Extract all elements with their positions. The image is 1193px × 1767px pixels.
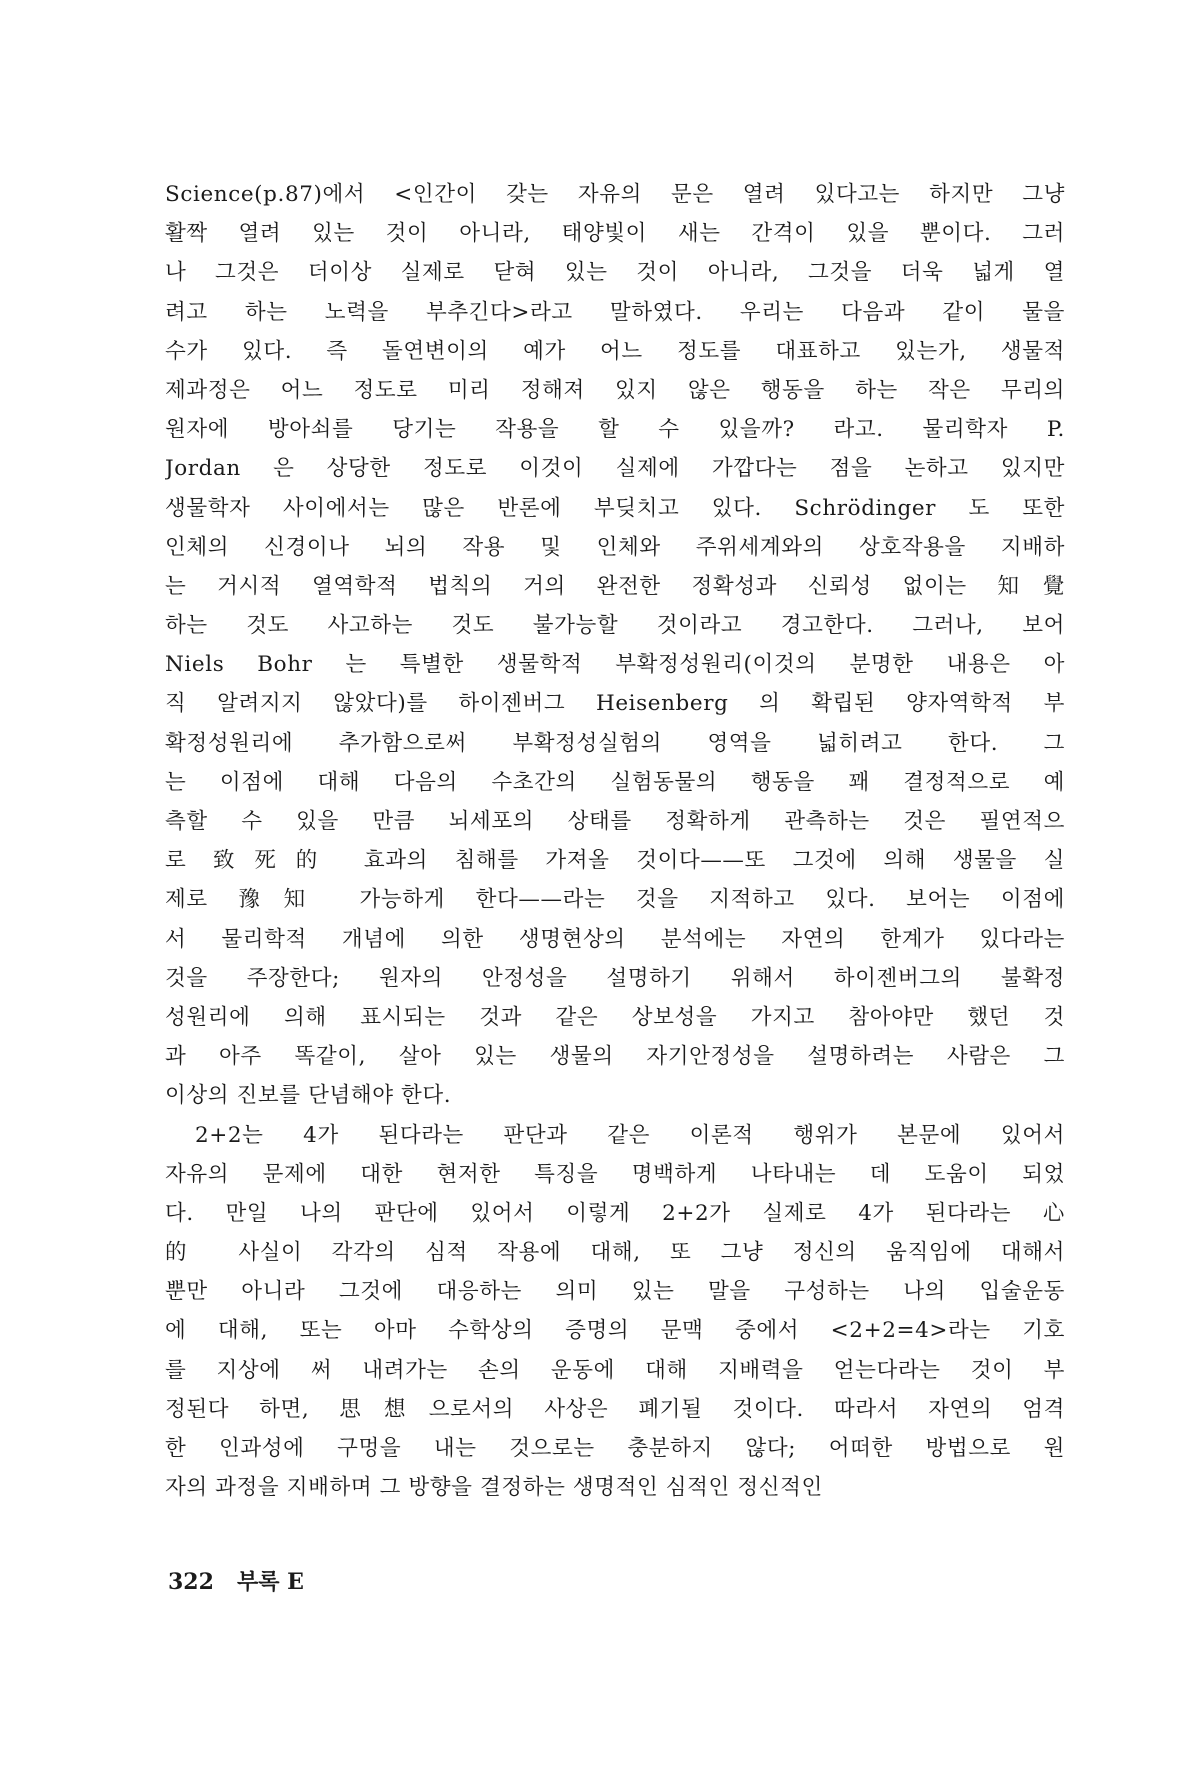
paragraph — [165, 175, 1065, 1116]
text-line: 나 그것은 더이상 실제로 닫혀 있는 것이 아니라, 그것을 더욱 넓게 열 — [165, 260, 1065, 286]
text-line: 2+2는 4가 된다라는 판단과 같은 이론적 행위가 본문에 있어서 — [195, 1122, 1065, 1148]
body-text — [165, 175, 1065, 1507]
text-line: 활짝 열려 있는 것이 아니라, 태양빛이 새는 간격이 있을 뿐이다. 그러 — [165, 221, 1065, 247]
text-line: Niels Bohr 는 특별한 생물학적 부확정성원리(이것의 분명한 내용은 아 — [165, 652, 1065, 678]
text-line: 자유의 문제에 대한 현저한 특징을 명백하게 나타내는 데 도움이 되었 — [165, 1161, 1065, 1187]
text-line: 확정성원리에 추가함으로써 부확정성실험의 영역을 넓히려고 한다. 그 — [165, 730, 1065, 756]
text-line: Science(p.87)에서 <인간이 갖는 자유의 문은 열려 있다고는 하지만 그냥 — [165, 182, 1065, 207]
text-line: 자의 과정을 지배하며 그 방향을 결정하는 생명적인 심적인 정신적인 — [165, 1475, 823, 1501]
paragraph — [165, 1116, 1065, 1508]
text-line: 다. 만일 나의 판단에 있어서 이렇게 2+2가 실제로 4가 된다라는 心 — [165, 1200, 1065, 1226]
text-line: 생물학자 사이에서는 많은 반론에 부딪치고 있다. Schrödinger 도 또한 — [165, 495, 1065, 521]
text-line: 성원리에 의해 표시되는 것과 같은 상보성을 가지고 참아야만 했던 것 — [165, 1004, 1065, 1030]
page-number: 322 — [168, 1569, 214, 1595]
text-line: 는 이점에 대해 다음의 수초간의 실험동물의 행동을 꽤 결정적으로 예 — [165, 769, 1065, 795]
text-line: 제과정은 어느 정도로 미리 정해져 있지 않은 행동을 하는 작은 무리의 — [165, 377, 1065, 403]
text-line: 측할 수 있을 만큼 뇌세포의 상태를 정확하게 관측하는 것은 필연적으 — [165, 809, 1065, 834]
text-line: Jordan 은 상당한 정도로 이것이 실제에 가깝다는 점을 논하고 있지만 — [165, 456, 1065, 482]
text-line: 뿐만 아니라 그것에 대응하는 의미 있는 말을 구성하는 나의 입술운동 — [165, 1279, 1065, 1305]
text-line: 직 알려지지 않았다)를 하이젠버그 Heisenberg 의 확립된 양자역학적 부 — [165, 691, 1065, 717]
text-line: 에 대해, 또는 아마 수학상의 증명의 문맥 중에서 <2+2=4>라는 기호 — [165, 1318, 1065, 1344]
page-footer — [168, 1565, 304, 1596]
text-line: 것을 주장한다; 원자의 안정성을 설명하기 위해서 하이젠버그의 불확정 — [165, 965, 1065, 991]
text-line: 수가 있다. 즉 돌연변이의 예가 어느 정도를 대표하고 있는가, 생물적 — [165, 338, 1065, 364]
text-line: 는 거시적 열역학적 법칙의 거의 완전한 정확성과 신뢰성 없이는 知覺 — [165, 573, 1065, 599]
text-line: 로 致死的 효과의 침해를 가져올 것이다——또 그것에 의해 생물을 실 — [165, 848, 1065, 874]
text-line: 인체의 신경이나 뇌의 작용 및 인체와 주위세계와의 상호작용을 지배하 — [165, 534, 1065, 560]
text-line: 를 지상에 써 내려가는 손의 운동에 대해 지배력을 얻는다라는 것이 부 — [165, 1357, 1065, 1383]
text-line: 과 아주 똑같이, 살아 있는 생물의 자기안정성을 설명하려는 사람은 그 — [165, 1044, 1065, 1070]
text-line: 서 물리학적 개념에 의한 생명현상의 분석에는 자연의 한계가 있다라는 — [165, 926, 1065, 952]
text-line: 하는 것도 사고하는 것도 불가능할 것이라고 경고한다. 그러나, 보어 — [165, 613, 1065, 639]
text-line: 제로 豫知 가능하게 한다——라는 것을 지적하고 있다. 보어는 이점에 — [165, 887, 1065, 913]
text-line: 的 사실이 각각의 심적 작용에 대해, 또 그냥 정신의 움직임에 대해서 — [165, 1240, 1065, 1266]
text-line: 이상의 진보를 단념해야 한다. — [165, 1083, 452, 1109]
text-line: 려고 하는 노력을 부추긴다>라고 말하였다. 우리는 다음과 같이 물을 — [165, 299, 1065, 325]
running-head: 부록 E — [236, 1569, 304, 1595]
text-line: 원자에 방아쇠를 당기는 작용을 할 수 있을까? 라고. 물리학자 P. — [165, 417, 1065, 443]
text-line: 정된다 하면, 思想으로서의 사상은 폐기될 것이다. 따라서 자연의 엄격 — [165, 1396, 1065, 1422]
text-line: 한 인과성에 구멍을 내는 것으로는 충분하지 않다; 어떠한 방법으로 원 — [165, 1436, 1065, 1461]
